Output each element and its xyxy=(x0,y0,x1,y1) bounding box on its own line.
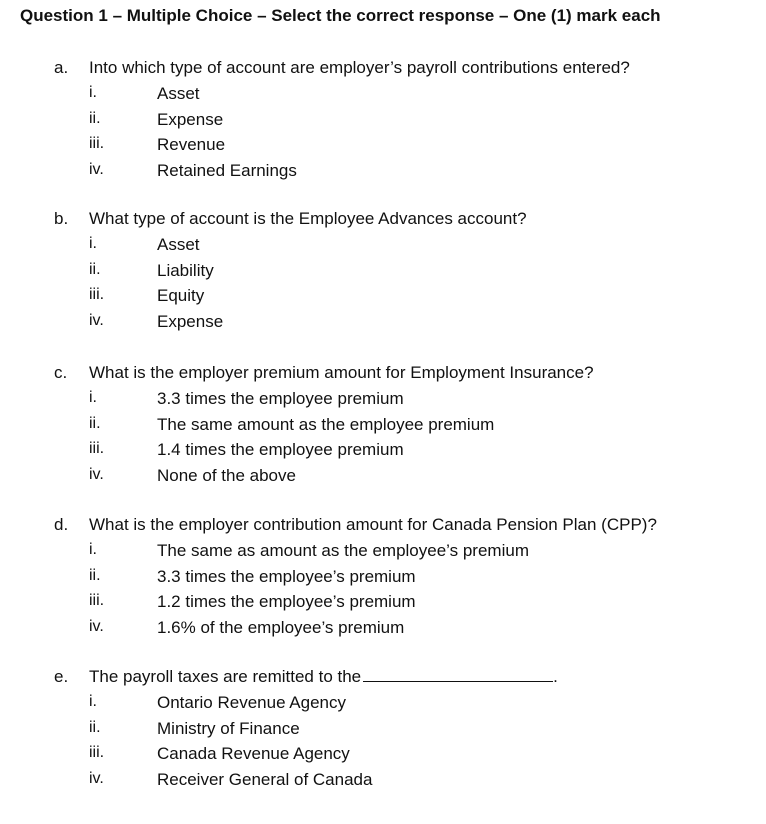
option-number: iv. xyxy=(89,160,104,178)
option-text: The same as amount as the employee’s premium xyxy=(157,541,529,560)
option-text: Receiver General of Canada xyxy=(157,769,373,789)
option xyxy=(0,110,766,136)
question-d xyxy=(0,515,766,643)
option-text: 1.2 times the employee’s premium xyxy=(157,592,416,611)
option xyxy=(0,389,766,415)
option xyxy=(0,286,766,312)
option-number: iii. xyxy=(89,440,105,457)
question-e xyxy=(0,667,766,795)
option xyxy=(0,135,766,161)
option-number: ii. xyxy=(89,109,101,127)
option-number: iii. xyxy=(89,286,105,303)
option-number: i. xyxy=(89,541,97,558)
option xyxy=(0,161,766,187)
option-text: Expense xyxy=(157,311,224,331)
question-letter: e. xyxy=(54,667,69,686)
option-number: ii. xyxy=(89,718,101,736)
option-number: i. xyxy=(89,84,97,101)
option-text: Equity xyxy=(157,286,205,305)
option-text: Asset xyxy=(157,235,200,254)
question-text: Into which type of account are employer’s payroll contributions entered? xyxy=(89,58,630,77)
question-text: What is the employer premium amount for Employment Insurance? xyxy=(89,363,594,382)
option xyxy=(0,618,766,644)
question-line xyxy=(0,667,766,693)
option xyxy=(0,770,766,796)
option-number: iii. xyxy=(89,135,105,152)
option xyxy=(0,567,766,593)
option-text: None of the above xyxy=(157,465,296,485)
option-number: ii. xyxy=(89,566,101,584)
question-text-main: The payroll taxes are remitted to the xyxy=(89,667,362,686)
option-text: Revenue xyxy=(157,135,226,154)
option xyxy=(0,415,766,441)
question-a xyxy=(0,58,766,186)
question-text xyxy=(89,667,558,687)
option-text: Retained Earnings xyxy=(157,160,297,180)
question-b xyxy=(0,209,766,337)
option-number: ii. xyxy=(89,414,101,432)
option xyxy=(0,312,766,338)
question-text: What type of account is the Employee Advances account? xyxy=(89,209,527,228)
option-number: ii. xyxy=(89,260,101,278)
option xyxy=(0,235,766,261)
option-text: Ministry of Finance xyxy=(157,718,300,738)
question-line xyxy=(0,515,766,541)
option-number: iv. xyxy=(89,617,104,635)
question-line xyxy=(0,58,766,84)
question-line xyxy=(0,209,766,235)
option-number: iii. xyxy=(89,744,105,761)
option-number: i. xyxy=(89,693,97,710)
option-text: Expense xyxy=(157,109,224,129)
question-letter: a. xyxy=(54,58,69,77)
option-text: 1.6% of the employee’s premium xyxy=(157,617,405,637)
option-text: 3.3 times the employee’s premium xyxy=(157,566,416,586)
option-number: iv. xyxy=(89,465,104,483)
page-title: Question 1 – Multiple Choice – Select the correct response – One (1) mark each xyxy=(20,6,661,25)
option-text: 1.4 times the employee premium xyxy=(157,440,404,459)
question-letter: c. xyxy=(54,363,68,382)
option-text: Canada Revenue Agency xyxy=(157,744,350,763)
option xyxy=(0,84,766,110)
answer-blank xyxy=(363,667,553,682)
option xyxy=(0,744,766,770)
option-number: iv. xyxy=(89,311,104,329)
option xyxy=(0,693,766,719)
option xyxy=(0,541,766,567)
option xyxy=(0,466,766,492)
option xyxy=(0,719,766,745)
option-text: Liability xyxy=(157,260,214,280)
question-text-suffix: . xyxy=(553,667,558,686)
option xyxy=(0,592,766,618)
option-number: iii. xyxy=(89,592,105,609)
question-line xyxy=(0,363,766,389)
question-letter: d. xyxy=(54,515,69,534)
question-c xyxy=(0,363,766,491)
option-number: iv. xyxy=(89,769,104,787)
question-letter: b. xyxy=(54,209,69,228)
option-number: i. xyxy=(89,235,97,252)
option xyxy=(0,261,766,287)
option-number: i. xyxy=(89,389,97,406)
option-text: Asset xyxy=(157,84,200,103)
option-text: 3.3 times the employee premium xyxy=(157,389,404,408)
question-text: What is the employer contribution amount for Canada Pension Plan (CPP)? xyxy=(89,515,657,534)
option-text: The same amount as the employee premium xyxy=(157,414,495,434)
option xyxy=(0,440,766,466)
option-text: Ontario Revenue Agency xyxy=(157,693,347,712)
